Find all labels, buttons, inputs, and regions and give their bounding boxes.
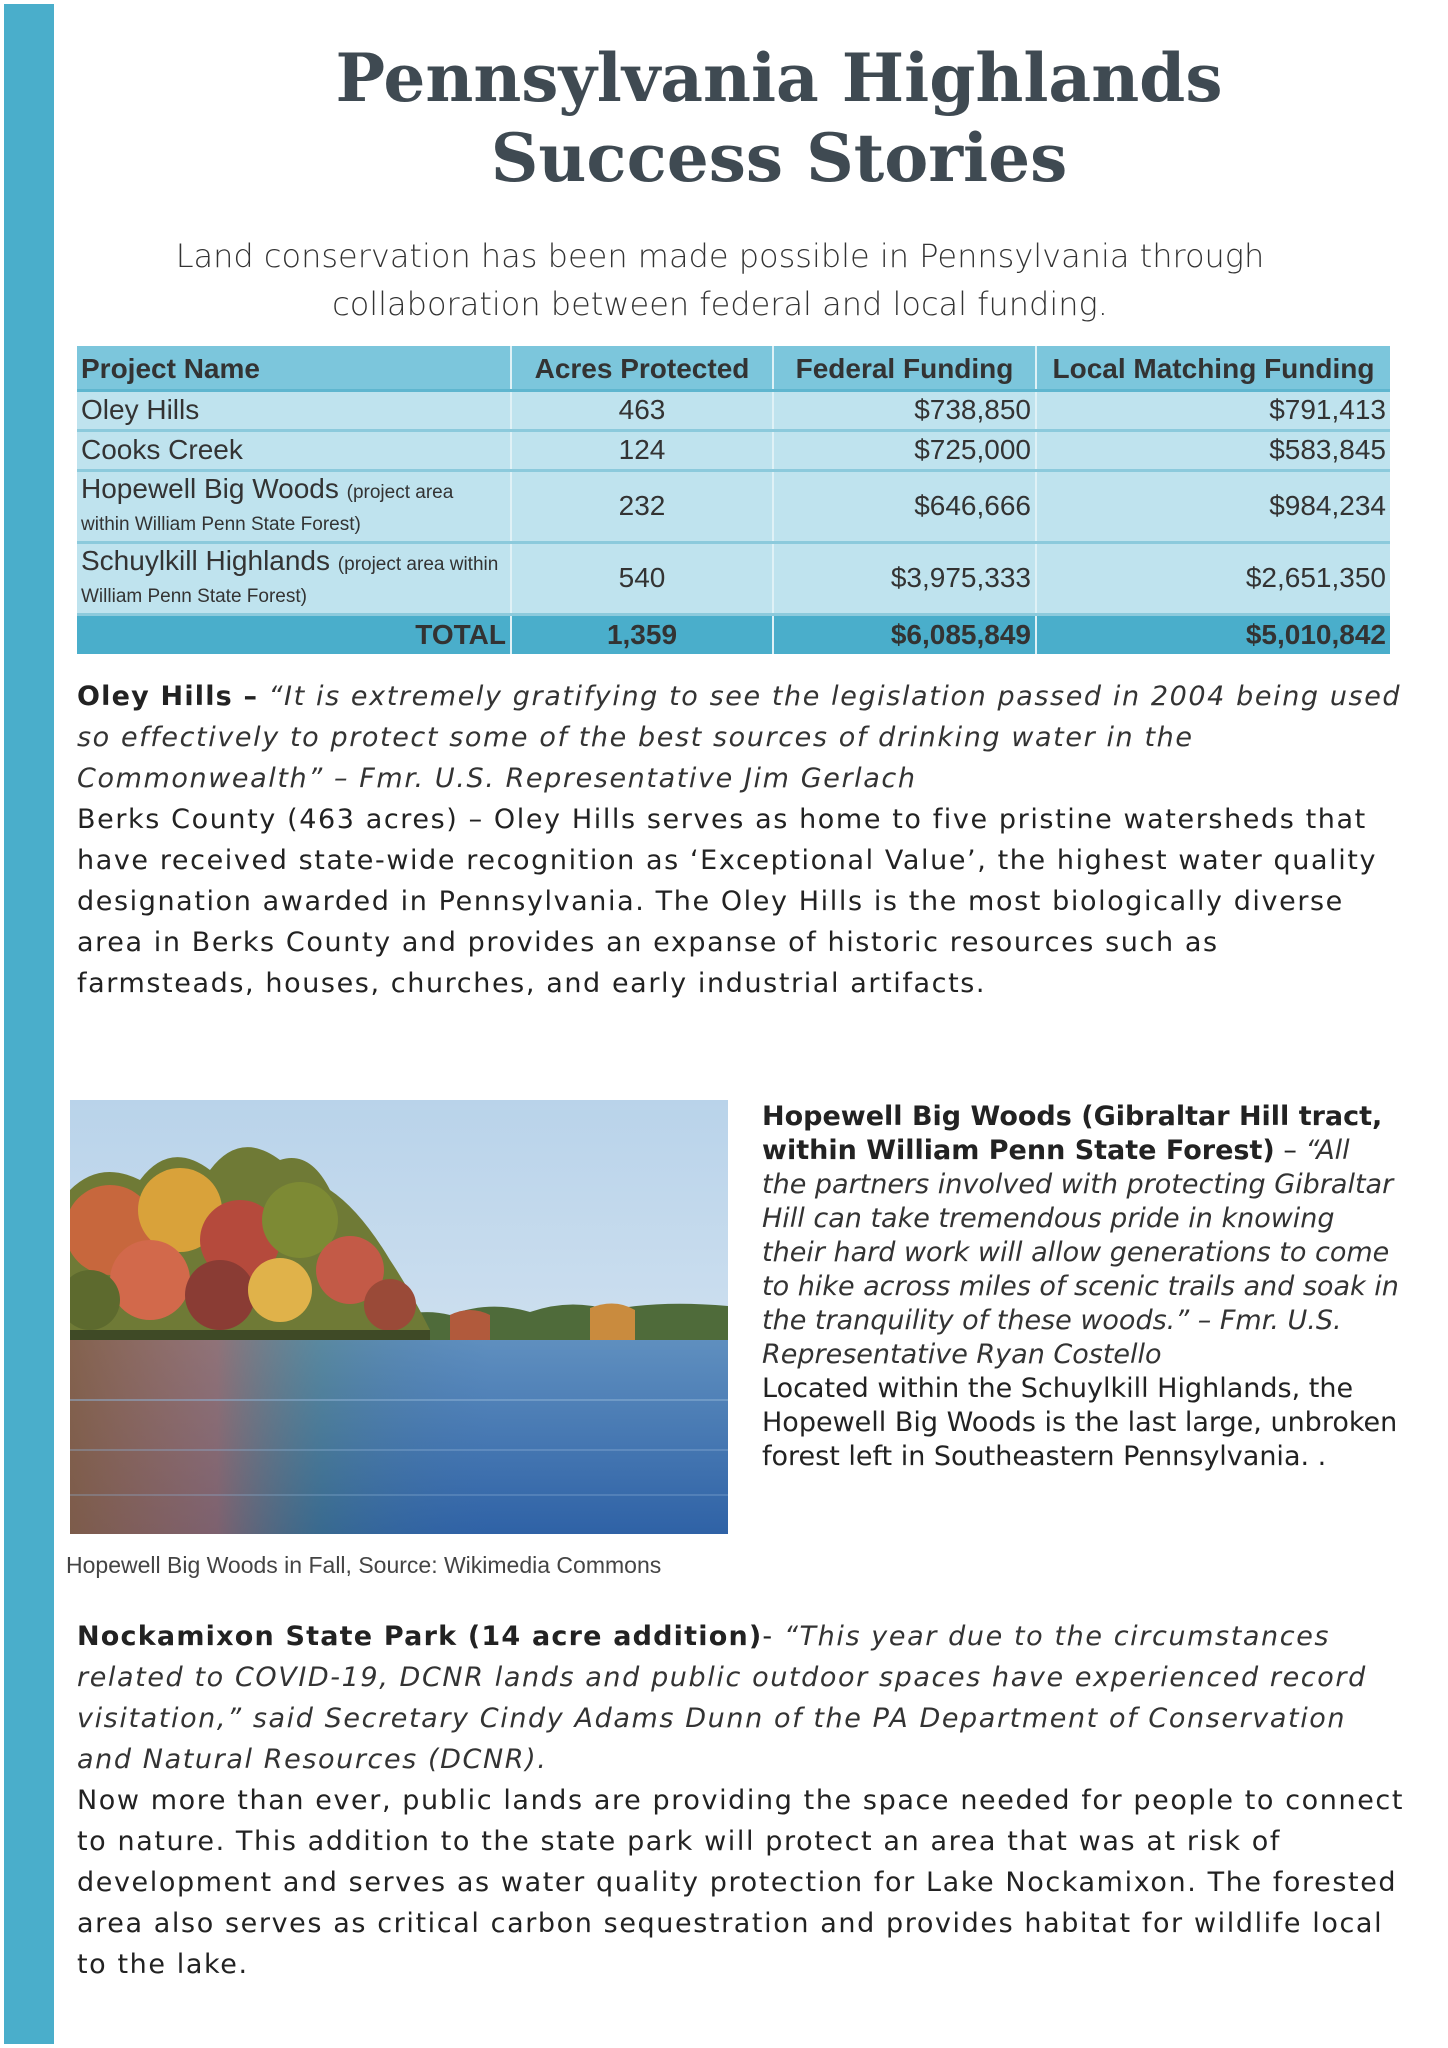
lake-photo (70, 1100, 728, 1534)
row-local: $583,845 (1269, 434, 1386, 465)
row-project-name: Cooks Creek (77, 430, 511, 470)
row-project-name: Schuylkill Highlands (81, 545, 331, 576)
hopewell-quote: “All the partners involved with protecting Gibraltar Hill can take tremendous pride in knowing their hard work will allow generations to come to hike across miles of scenic trails and soak in the tranquility of these woods.” – Fmr. U.S. Representative Ryan Costello (762, 1135, 1399, 1370)
oley-hills-body: Berks County (463 acres) – Oley Hills serves as home to five pristine watersheds that have received state-wide recognition as ‘Exceptional Value’, the highest water quality designation awarded in Pennsylvania. The Oley Hills is the most biologically diverse area in Berks County and provides an expanse of historic resources such as farmsteads, houses, churches, and early industrial artifacts. (77, 804, 1378, 999)
row-local: $2,651,350 (1245, 562, 1386, 593)
row-project-name: Oley Hills (77, 390, 511, 430)
nockamixon-heading: Nockamixon State Park (14 acre addition) (77, 1621, 763, 1652)
oley-hills-section (77, 676, 1407, 1004)
row-acres: 124 (511, 430, 773, 470)
title-line-2: Success Stories (490, 119, 1068, 197)
row-federal: $3,975,333 (773, 542, 1036, 614)
row-project-note: (project area within (337, 554, 499, 575)
table-row (77, 430, 1390, 470)
table-total-row (77, 614, 1390, 654)
row-local: $984,234 (1269, 490, 1386, 521)
total-local: $5,010,842 (1245, 618, 1386, 650)
total-federal: $6,085,849 (773, 614, 1036, 654)
row-local: $791,413 (1269, 394, 1386, 425)
nockamixon-dash: - (762, 1621, 784, 1652)
table-row (77, 470, 1390, 542)
header-federal-funding: Federal Funding (773, 346, 1036, 390)
title-line-1: Pennsylvania Highlands (335, 39, 1223, 117)
row-project-name-cell (77, 470, 511, 542)
nockamixon-quote: “This year due to the circumstances related to COVID-19, DCNR lands and public outdoor spaces have experienced record visitation,” said Secretary Cindy Adams Dunn of the PA Department of Conservation and Natural Resources (DCNR). (77, 1621, 1367, 1775)
hopewell-heading: Hopewell Big Woods (Gibraltar Hill tract, within William Penn State Forest) (762, 1101, 1383, 1166)
row-project-note-2: within William Penn State Forest) (81, 514, 361, 535)
header-project-name: Project Name (77, 346, 511, 390)
hopewell-dash: – (1274, 1135, 1306, 1166)
funding-table (77, 346, 1390, 654)
nockamixon-body: Now more than ever, public lands are providing the space needed for people to connect to nature. This addition to the state park will protect an area that was at risk of development and serves as water quality protection for Lake Nockamixon. The forested area also serves as critical carbon sequestration and provides habitat for wildlife local to the lake. (77, 1785, 1405, 1980)
table-row (77, 390, 1390, 430)
row-federal: $646,666 (773, 470, 1036, 542)
row-project-name-cell (77, 542, 511, 614)
table-header-row (77, 346, 1390, 390)
total-acres: 1,359 (511, 614, 773, 654)
photo-caption: Hopewell Big Woods in Fall, Source: Wikimedia Commons (66, 1552, 662, 1578)
total-label: TOTAL (77, 614, 511, 654)
header-acres-protected: Acres Protected (511, 346, 773, 390)
row-acres: 540 (511, 542, 773, 614)
row-acres: 463 (511, 390, 773, 430)
accent-sidebar (4, 4, 54, 2044)
row-acres: 232 (511, 470, 773, 542)
row-project-note: (project area (346, 482, 454, 503)
row-federal: $725,000 (773, 430, 1036, 470)
hopewell-body: Located within the Schuylkill Highlands, the Hopewell Big Woods is the last large, unbroken forest left in Southeastern Pennsylvania. . (762, 1373, 1398, 1472)
header-local-matching-funding: Local Matching Funding (1052, 353, 1375, 385)
oley-hills-quote: “It is extremely gratifying to see the legislation passed in 2004 being used so effectively to protect some of the best sources of drinking water in the Commonwealth” – Fmr. U.S. Representative Jim Gerlach (77, 681, 1402, 794)
hopewell-section (762, 1100, 1402, 1474)
row-federal: $738,850 (773, 390, 1036, 430)
row-project-note-2: William Penn State Forest) (81, 586, 307, 607)
nockamixon-section (77, 1616, 1407, 1985)
oley-hills-heading: Oley Hills – (77, 681, 259, 712)
row-project-name: Hopewell Big Woods (81, 473, 339, 504)
table-row (77, 542, 1390, 614)
page-title (120, 38, 1438, 198)
intro-text: Land conservation has been made possible in Pennsylvania through collaboration between federal and local funding. (175, 237, 1265, 323)
